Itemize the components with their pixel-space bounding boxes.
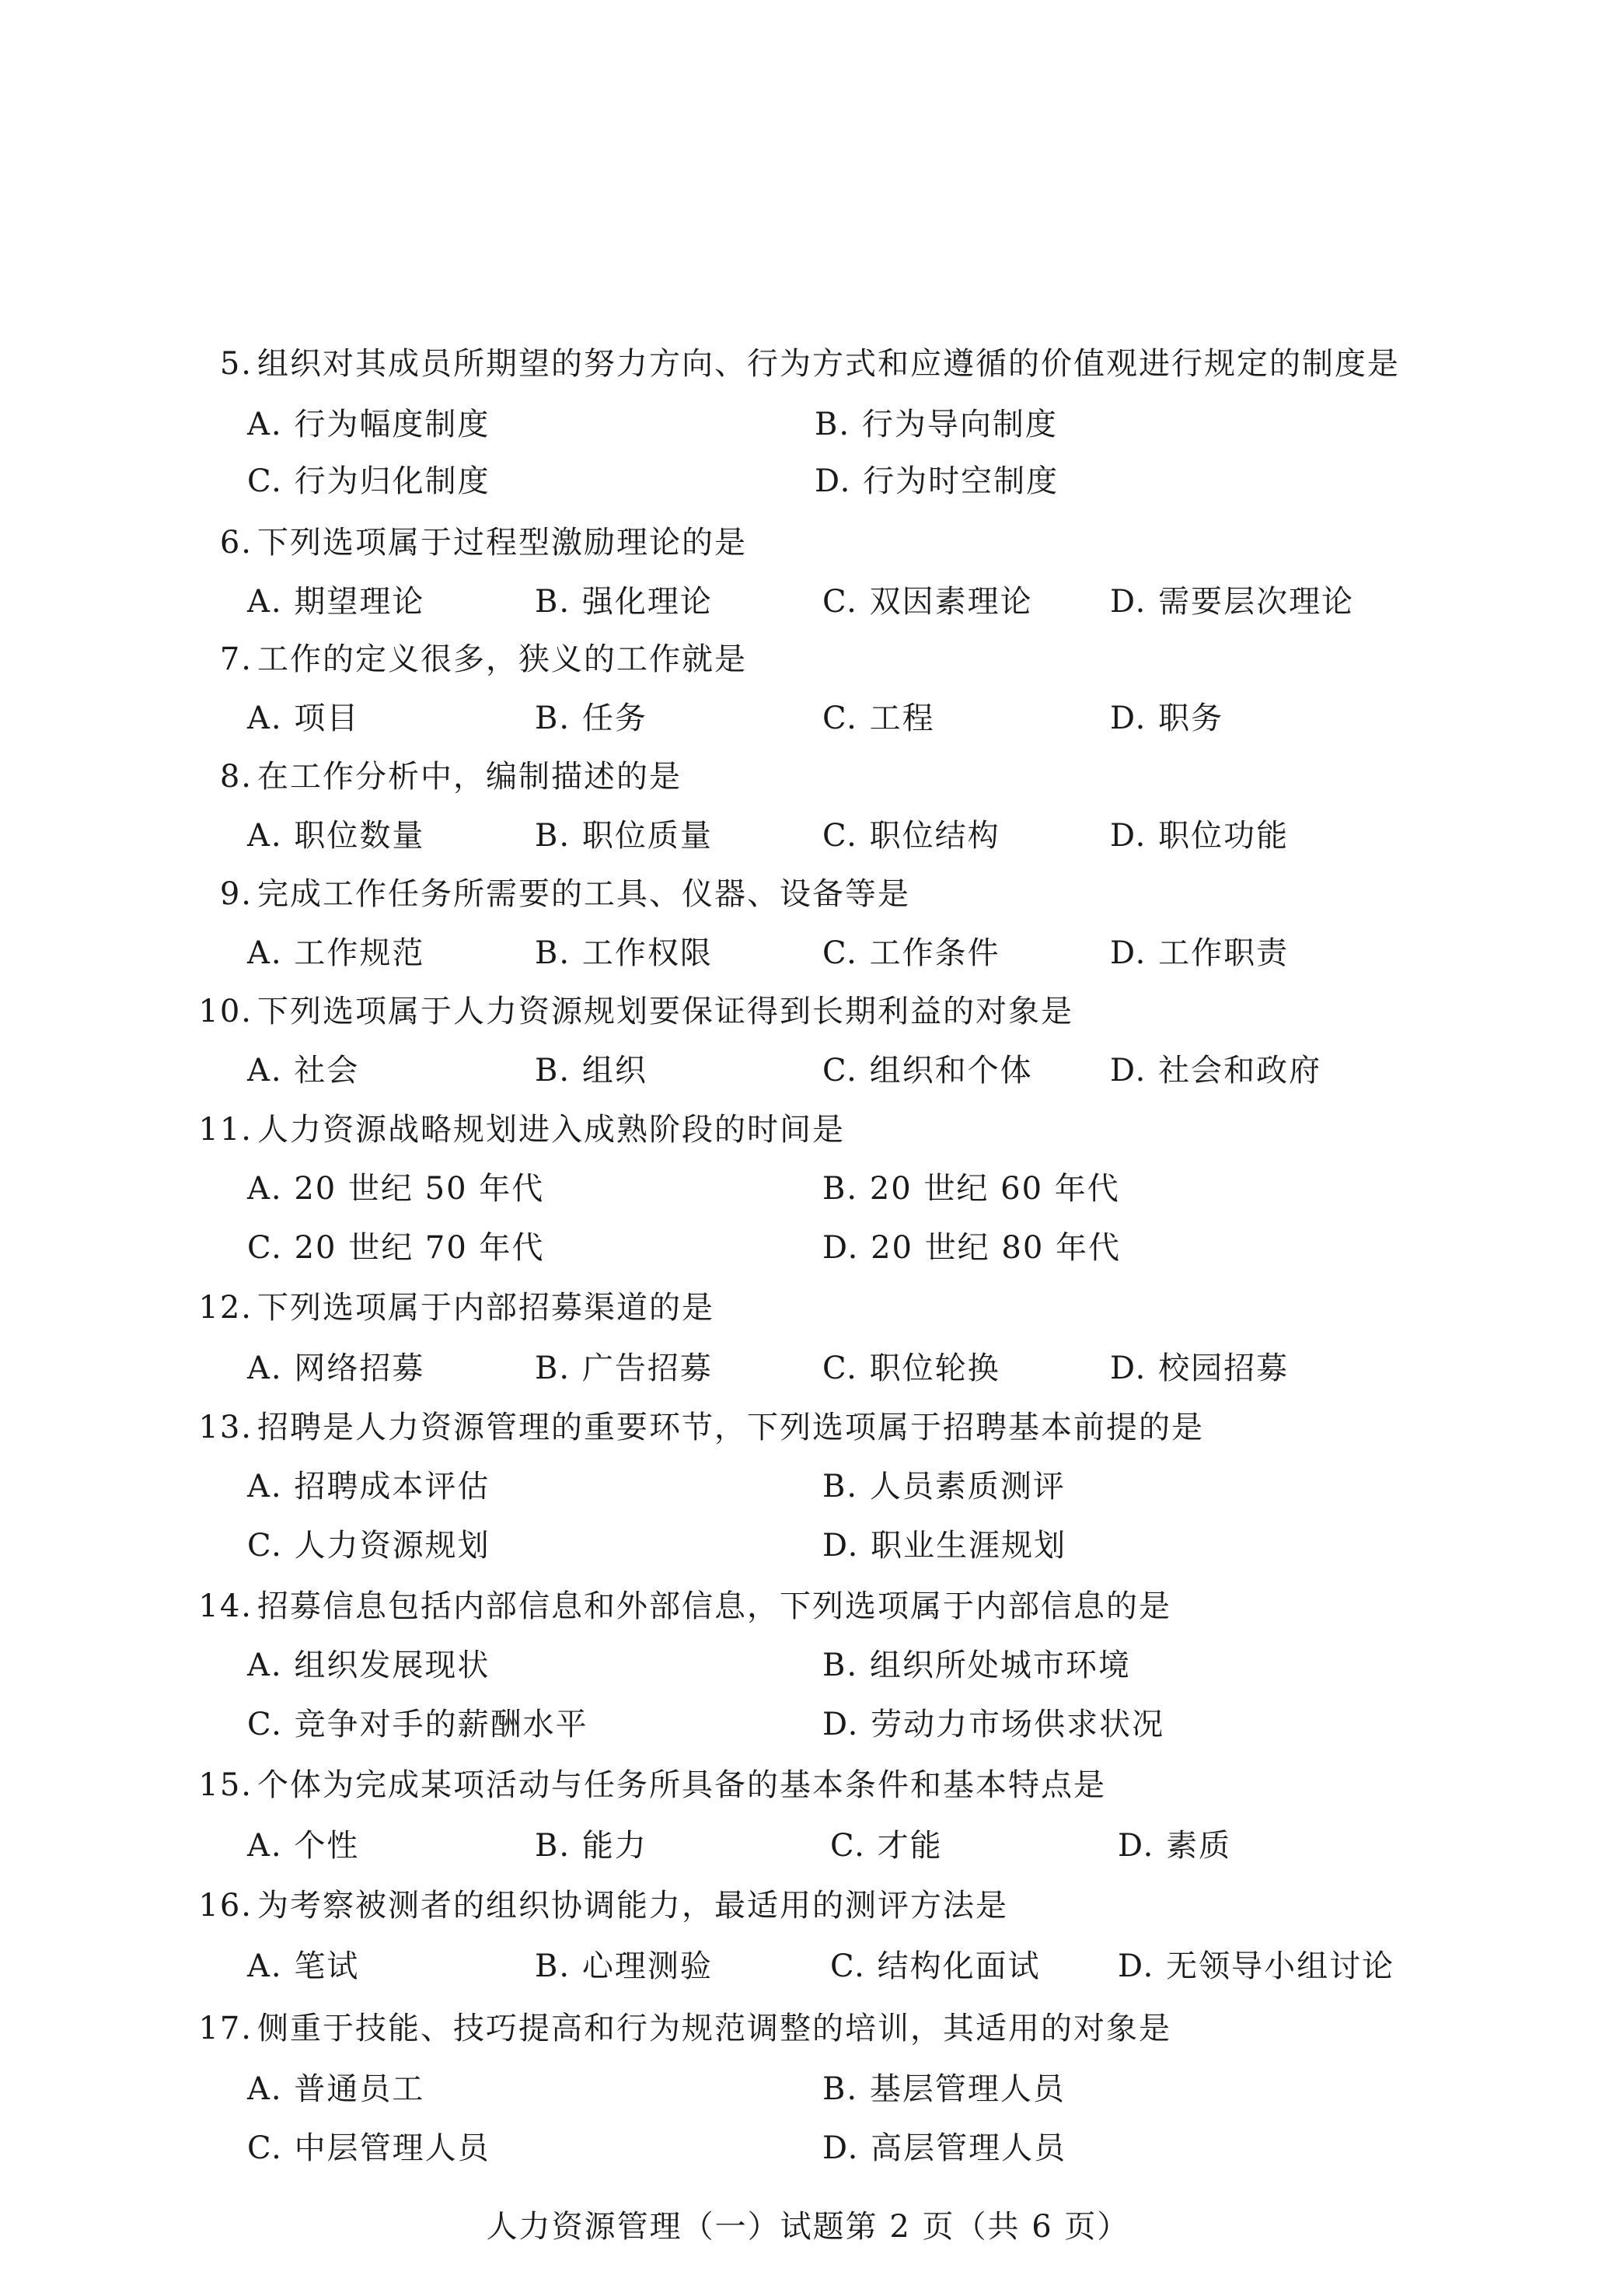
option-d: D. 素质 xyxy=(1118,1828,1232,1864)
page-footer: 人力资源管理（一）试题第 2 页（共 6 页） xyxy=(486,2209,1130,2245)
option-b: B. 强化理论 xyxy=(535,584,713,620)
question-stem: 10. 下列选项属于人力资源规划要保证得到长期利益的对象是 xyxy=(198,994,1073,1029)
option-a: A. 笔试 xyxy=(247,1948,360,1984)
question-stem: 13. 招聘是人力资源管理的重要环节，下列选项属于招聘基本前提的是 xyxy=(198,1410,1204,1445)
option-b: B. 心理测验 xyxy=(535,1948,713,1984)
option-a: A. 普通员工 xyxy=(247,2071,425,2107)
option-b: B. 广告招募 xyxy=(535,1351,713,1386)
question-stem: 6. 下列选项属于过程型激励理论的是 xyxy=(219,525,747,561)
option-c: C. 人力资源规划 xyxy=(247,1528,490,1564)
option-a: A. 职位数量 xyxy=(247,818,425,854)
option-d: D. 工作职责 xyxy=(1110,935,1290,971)
option-b: B. 能力 xyxy=(535,1828,647,1864)
option-a: A. 个性 xyxy=(247,1828,360,1864)
question-stem: 8. 在工作分析中，编制描述的是 xyxy=(219,759,682,795)
option-a: A. 社会 xyxy=(247,1053,360,1089)
option-c: C. 结构化面试 xyxy=(830,1948,1041,1984)
option-b: B. 基层管理人员 xyxy=(822,2071,1066,2107)
option-b: B. 组织所处城市环境 xyxy=(822,1648,1131,1683)
option-a: A. 组织发展现状 xyxy=(247,1648,490,1683)
option-b: B. 工作权限 xyxy=(535,935,713,971)
option-b: B. 职位质量 xyxy=(535,818,713,854)
option-d: D. 行为时空制度 xyxy=(815,463,1059,499)
option-a: A. 20 世纪 50 年代 xyxy=(247,1171,545,1207)
option-d: D. 职务 xyxy=(1110,701,1224,736)
option-d: D. 职位功能 xyxy=(1110,818,1290,854)
option-c: C. 工程 xyxy=(822,701,935,736)
option-b: B. 20 世纪 60 年代 xyxy=(822,1171,1120,1207)
option-c: C. 竞争对手的薪酬水平 xyxy=(247,1707,588,1742)
question-stem: 11. 人力资源战略规划进入成熟阶段的时间是 xyxy=(198,1112,845,1148)
option-d: D. 20 世纪 80 年代 xyxy=(822,1230,1122,1266)
option-c: C. 才能 xyxy=(830,1828,943,1864)
option-c: C. 工作条件 xyxy=(822,935,1000,971)
option-b: B. 任务 xyxy=(535,701,647,736)
option-d: D. 劳动力市场供求状况 xyxy=(822,1707,1165,1742)
option-b: B. 行为导向制度 xyxy=(815,407,1058,442)
option-a: A. 网络招募 xyxy=(247,1351,425,1386)
option-a: A. 项目 xyxy=(247,701,360,736)
question-stem: 12. 下列选项属于内部招募渠道的是 xyxy=(198,1290,714,1326)
option-c: C. 20 世纪 70 年代 xyxy=(247,1230,545,1266)
option-d: D. 无领导小组讨论 xyxy=(1118,1948,1395,1984)
question-stem: 5. 组织对其成员所期望的努力方向、行为方式和应遵循的价值观进行规定的制度是 xyxy=(219,346,1400,382)
option-a: A. 行为幅度制度 xyxy=(247,407,490,442)
option-c: C. 双因素理论 xyxy=(822,584,1033,620)
question-stem: 7. 工作的定义很多，狭义的工作就是 xyxy=(219,641,747,677)
option-d: D. 职业生涯规划 xyxy=(822,1528,1067,1564)
question-stem: 17. 侧重于技能、技巧提高和行为规范调整的培训，其适用的对象是 xyxy=(198,2011,1171,2046)
option-b: B. 组织 xyxy=(535,1053,647,1089)
option-b: B. 人员素质测评 xyxy=(822,1469,1066,1504)
option-a: A. 招聘成本评估 xyxy=(247,1469,490,1504)
option-d: D. 社会和政府 xyxy=(1110,1053,1322,1089)
option-d: D. 高层管理人员 xyxy=(822,2130,1067,2166)
option-a: A. 期望理论 xyxy=(247,584,425,620)
option-d: D. 需要层次理论 xyxy=(1110,584,1355,620)
option-c: C. 中层管理人员 xyxy=(247,2130,490,2166)
question-stem: 15. 个体为完成某项活动与任务所具备的基本条件和基本特点是 xyxy=(198,1767,1106,1803)
question-stem: 9. 完成工作任务所需要的工具、仪器、设备等是 xyxy=(219,876,910,912)
option-c: C. 职位轮换 xyxy=(822,1351,1000,1386)
option-a: A. 工作规范 xyxy=(247,935,425,971)
option-c: C. 行为归化制度 xyxy=(247,463,490,499)
question-stem: 14. 招募信息包括内部信息和外部信息，下列选项属于内部信息的是 xyxy=(198,1588,1171,1624)
question-stem: 16. 为考察被测者的组织协调能力，最适用的测评方法是 xyxy=(198,1888,1008,1924)
option-d: D. 校园招募 xyxy=(1110,1351,1290,1386)
option-c: C. 组织和个体 xyxy=(822,1053,1033,1089)
option-c: C. 职位结构 xyxy=(822,818,1000,854)
